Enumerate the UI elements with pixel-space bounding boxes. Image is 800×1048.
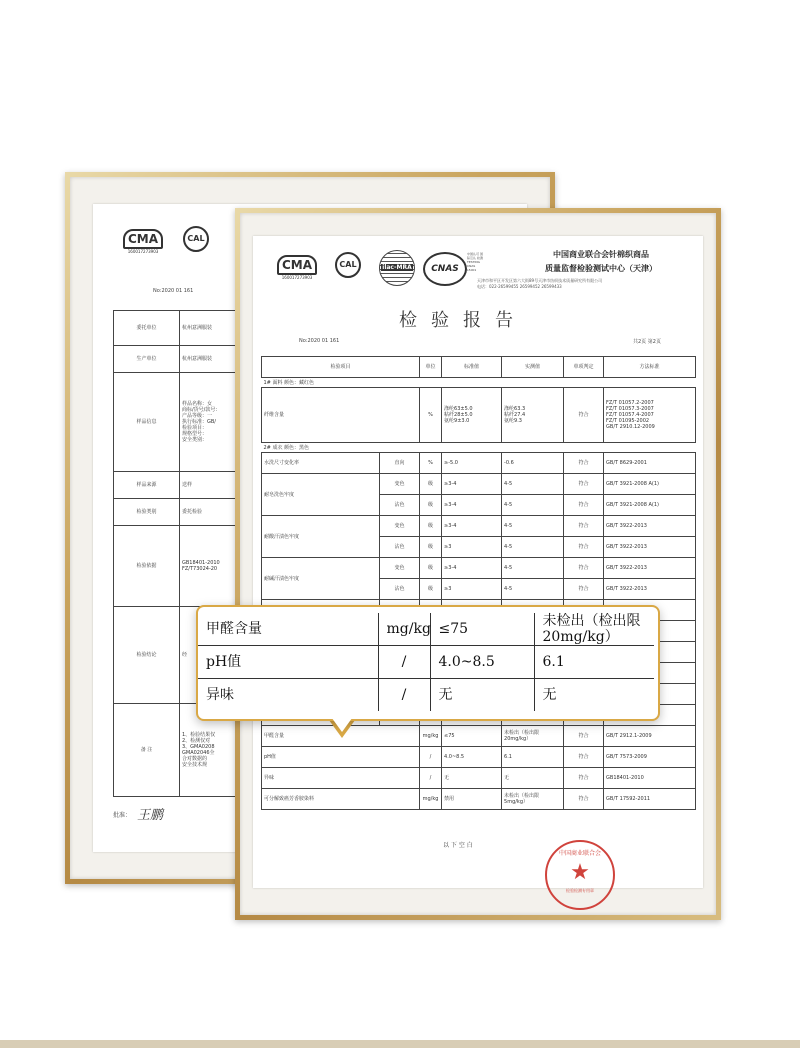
- table-row: [262, 443, 696, 453]
- standard-cell: 禁用: [442, 789, 502, 810]
- standard-cell: 涤纶63±5.0 粘纤28±5.0 氨纶9±3.0: [442, 388, 502, 443]
- measured-cell: 6.1: [502, 747, 564, 768]
- zoomed-callout: [196, 605, 660, 721]
- row-value: 杭州意洲服装: [180, 311, 534, 346]
- table-row: [198, 679, 654, 712]
- result-cell: 符合: [564, 453, 604, 474]
- standard-cell: ≥3-4: [442, 516, 502, 537]
- table-row: [262, 453, 696, 474]
- signature: 王鹏: [137, 808, 164, 823]
- sub-item-cell: 沾色: [380, 495, 420, 516]
- unit-cell: /: [420, 768, 442, 789]
- callout-unit-cell: /: [378, 646, 430, 679]
- header-cell: 方法标准: [604, 357, 696, 378]
- method-cell: GB/T 7573-2009: [604, 747, 696, 768]
- item-cell: 纤维含量: [262, 388, 420, 443]
- callout-measured-cell: 未检出（检出限 20mg/kg）: [534, 613, 654, 646]
- method-cell: GB/T 8629-2001: [604, 453, 696, 474]
- unit-cell: 级: [420, 495, 442, 516]
- row-value: 送样: [180, 472, 534, 499]
- callout-item-cell: 甲醛含量: [198, 613, 378, 646]
- row-label: 生产单位: [114, 346, 180, 373]
- result-cell: 符合: [564, 579, 604, 600]
- cnas-logo: CNAS: [423, 252, 467, 286]
- standard-cell: ≤75: [442, 726, 502, 747]
- measured-cell: 未检出（检出限 5mg/kg）: [502, 789, 564, 810]
- section-label: 2# 成衣 颜色：黑色: [262, 443, 696, 453]
- row-value: 1、检验结果仅 2、检测仅对 3、GMA0208 GMA02046全 合对数据的 安全技术规: [180, 704, 534, 797]
- table-row: [262, 558, 696, 579]
- standard-cell: 无: [442, 768, 502, 789]
- measured-cell: 4-5: [502, 537, 564, 558]
- result-cell: 符合: [564, 388, 604, 443]
- method-cell: GB18401-2010: [604, 768, 696, 789]
- cma-logo: CMA 160017273903: [277, 254, 317, 281]
- table-row: [262, 747, 696, 768]
- result-cell: 符合: [564, 537, 604, 558]
- measured-cell: 4-5: [502, 558, 564, 579]
- cal-logo: CAL: [183, 226, 209, 252]
- official-seal-stamp: 中国商业联合会 ★ 检验检测专用章: [545, 840, 615, 910]
- item-cell: 甲醛含量: [262, 726, 420, 747]
- callout-pointer-inner: [329, 714, 355, 732]
- report-title: 检验报告: [399, 310, 527, 331]
- cal-logo: CAL: [335, 252, 361, 278]
- standard-cell: ≥3: [442, 579, 502, 600]
- org-phone: 电话：022-26599455 26599452 26599433: [477, 284, 562, 289]
- row-label: 备 注: [114, 704, 180, 797]
- unit-cell: mg/kg: [420, 726, 442, 747]
- item-cell: 水洗尺寸变化率: [262, 453, 380, 474]
- sub-item-cell: 变色: [380, 474, 420, 495]
- org-name-line1: 中国商业联合会针棉织商品: [553, 249, 649, 259]
- header-cell: 检验项目: [262, 357, 420, 378]
- callout-measured-cell: 6.1: [534, 646, 654, 679]
- sub-item-cell: 沾色: [380, 537, 420, 558]
- page-info: 共2页 第2页: [633, 339, 661, 345]
- cma-logo: CMA 160017273903: [123, 228, 163, 255]
- measured-cell: 无: [502, 768, 564, 789]
- item-cell: 异味: [262, 768, 420, 789]
- callout-standard-cell: 4.0~8.5: [430, 646, 534, 679]
- row-label: 委托单位: [114, 311, 180, 346]
- standard-cell: ≥3-4: [442, 495, 502, 516]
- front-report-paper: [253, 236, 703, 893]
- method-cell: GB/T 2912.1-2009: [604, 726, 696, 747]
- org-address: 天津市和平区开发区第六大街89号天津市纺织技术质量研究所有限公司: [477, 278, 603, 283]
- org-name-line2: 质量监督检验测试中心（天津）: [545, 263, 657, 273]
- result-cell: 符合: [564, 516, 604, 537]
- unit-cell: 级: [420, 537, 442, 558]
- callout-item-cell: pH值: [198, 646, 378, 679]
- standard-cell: ≥3-4: [442, 558, 502, 579]
- callout-item-cell: 异味: [198, 679, 378, 712]
- measured-cell: 4-5: [502, 579, 564, 600]
- measured-cell: 4-5: [502, 495, 564, 516]
- unit-cell: %: [420, 388, 442, 443]
- row-value: GB18401-2010 FZ/T73024-20: [180, 526, 534, 607]
- cnas-caption: 中国认可 国际互认 检测 TESTING CNAS L5001: [467, 252, 483, 272]
- row-label: 检验类别: [114, 499, 180, 526]
- result-cell: 符合: [564, 747, 604, 768]
- item-cell: 耐酸汗渍色牢度: [262, 516, 380, 558]
- table-row: [262, 768, 696, 789]
- result-cell: 符合: [564, 768, 604, 789]
- method-cell: FZ/T 01057.2-2007 FZ/T 01057.3-2007 FZ/T 01057.4-2007 FZ/T 01095-2002 GB/T 2910.12-2009: [604, 388, 696, 443]
- table-row: [262, 357, 696, 378]
- front-report-number: No:2020 01 161: [299, 338, 340, 344]
- unit-cell: %: [420, 453, 442, 474]
- unit-cell: mg/kg: [420, 789, 442, 810]
- item-cell: pH值: [262, 747, 420, 768]
- table-row: [262, 516, 696, 537]
- back-report-number: No:2020 01 161: [153, 288, 194, 294]
- measured-cell: 4-5: [502, 474, 564, 495]
- row-label: 样品来源: [114, 472, 180, 499]
- standard-cell: 4.0~8.5: [442, 747, 502, 768]
- standard-cell: ≥-5.0: [442, 453, 502, 474]
- bottom-band: [0, 1040, 800, 1048]
- table-row: [262, 378, 696, 388]
- method-cell: GB/T 3922-2013: [604, 558, 696, 579]
- row-label: 检验依据: [114, 526, 180, 607]
- measured-cell: 4-5: [502, 516, 564, 537]
- row-label: 样品信息: [114, 373, 180, 472]
- method-cell: GB/T 3922-2013: [604, 516, 696, 537]
- ilac-mra-logo: ilac-MRA: [379, 250, 415, 286]
- sub-item-cell: 变色: [380, 516, 420, 537]
- callout-standard-cell: ≤75: [430, 613, 534, 646]
- row-value: 杭州意洲服装: [180, 346, 534, 373]
- callout-measured-cell: 无: [534, 679, 654, 712]
- result-cell: 符合: [564, 726, 604, 747]
- unit-cell: 级: [420, 474, 442, 495]
- header-cell: 实测值: [502, 357, 564, 378]
- row-value: 样品名称：女 商标/货号/款号： 产品等级：一 执行标准：GB/ 检验项目： 规格型号： 安全类别：: [180, 373, 534, 472]
- result-cell: 符合: [564, 789, 604, 810]
- item-cell: 耐皂洗色牢度: [262, 474, 380, 516]
- measured-cell: 未检出（检出限 20mg/kg）: [502, 726, 564, 747]
- sub-item-cell: 沾色: [380, 579, 420, 600]
- callout-unit-cell: /: [378, 679, 430, 712]
- header-cell: 单项判定: [564, 357, 604, 378]
- table-row: [198, 646, 654, 679]
- method-cell: GB/T 3922-2013: [604, 537, 696, 558]
- method-cell: GB/T 17592-2011: [604, 789, 696, 810]
- row-label: 检验结论: [114, 607, 180, 704]
- unit-cell: 级: [420, 579, 442, 600]
- unit-cell: 级: [420, 516, 442, 537]
- header-cell: 标准值: [442, 357, 502, 378]
- table-row: [198, 613, 654, 646]
- approver-label: 批准：: [113, 812, 132, 819]
- item-cell: 可分解致癌芳香胺染料: [262, 789, 420, 810]
- method-cell: GB/T 3921-2008 A(1): [604, 474, 696, 495]
- standard-cell: ≥3: [442, 537, 502, 558]
- unit-cell: /: [420, 747, 442, 768]
- sub-item-cell: 直向: [380, 453, 420, 474]
- method-cell: GB/T 3921-2008 A(1): [604, 495, 696, 516]
- unit-cell: 级: [420, 558, 442, 579]
- callout-unit-cell: mg/kg: [378, 613, 430, 646]
- standard-cell: ≥3-4: [442, 474, 502, 495]
- callout-standard-cell: 无: [430, 679, 534, 712]
- result-cell: 符合: [564, 558, 604, 579]
- measured-cell: 涤纶63.3 粘纤27.4 氨纶9.3: [502, 388, 564, 443]
- method-cell: GB/T 3922-2013: [604, 579, 696, 600]
- sub-item-cell: 变色: [380, 558, 420, 579]
- callout-table: [198, 613, 654, 711]
- header-cell: 单位: [420, 357, 442, 378]
- measured-cell: -0.6: [502, 453, 564, 474]
- table-row: [262, 474, 696, 495]
- row-value: 经: [180, 607, 534, 704]
- item-cell: 耐碱汗渍色牢度: [262, 558, 380, 600]
- section-label: 1# 面料 颜色：藏红色: [262, 378, 696, 388]
- front-report-table: [261, 356, 696, 810]
- table-row: [262, 789, 696, 810]
- result-cell: 符合: [564, 495, 604, 516]
- row-value: 委托检验: [180, 499, 534, 526]
- front-report-frame: [235, 208, 721, 920]
- end-of-report-text: 以 下 空 白: [443, 842, 473, 849]
- table-row: [262, 388, 696, 443]
- result-cell: 符合: [564, 474, 604, 495]
